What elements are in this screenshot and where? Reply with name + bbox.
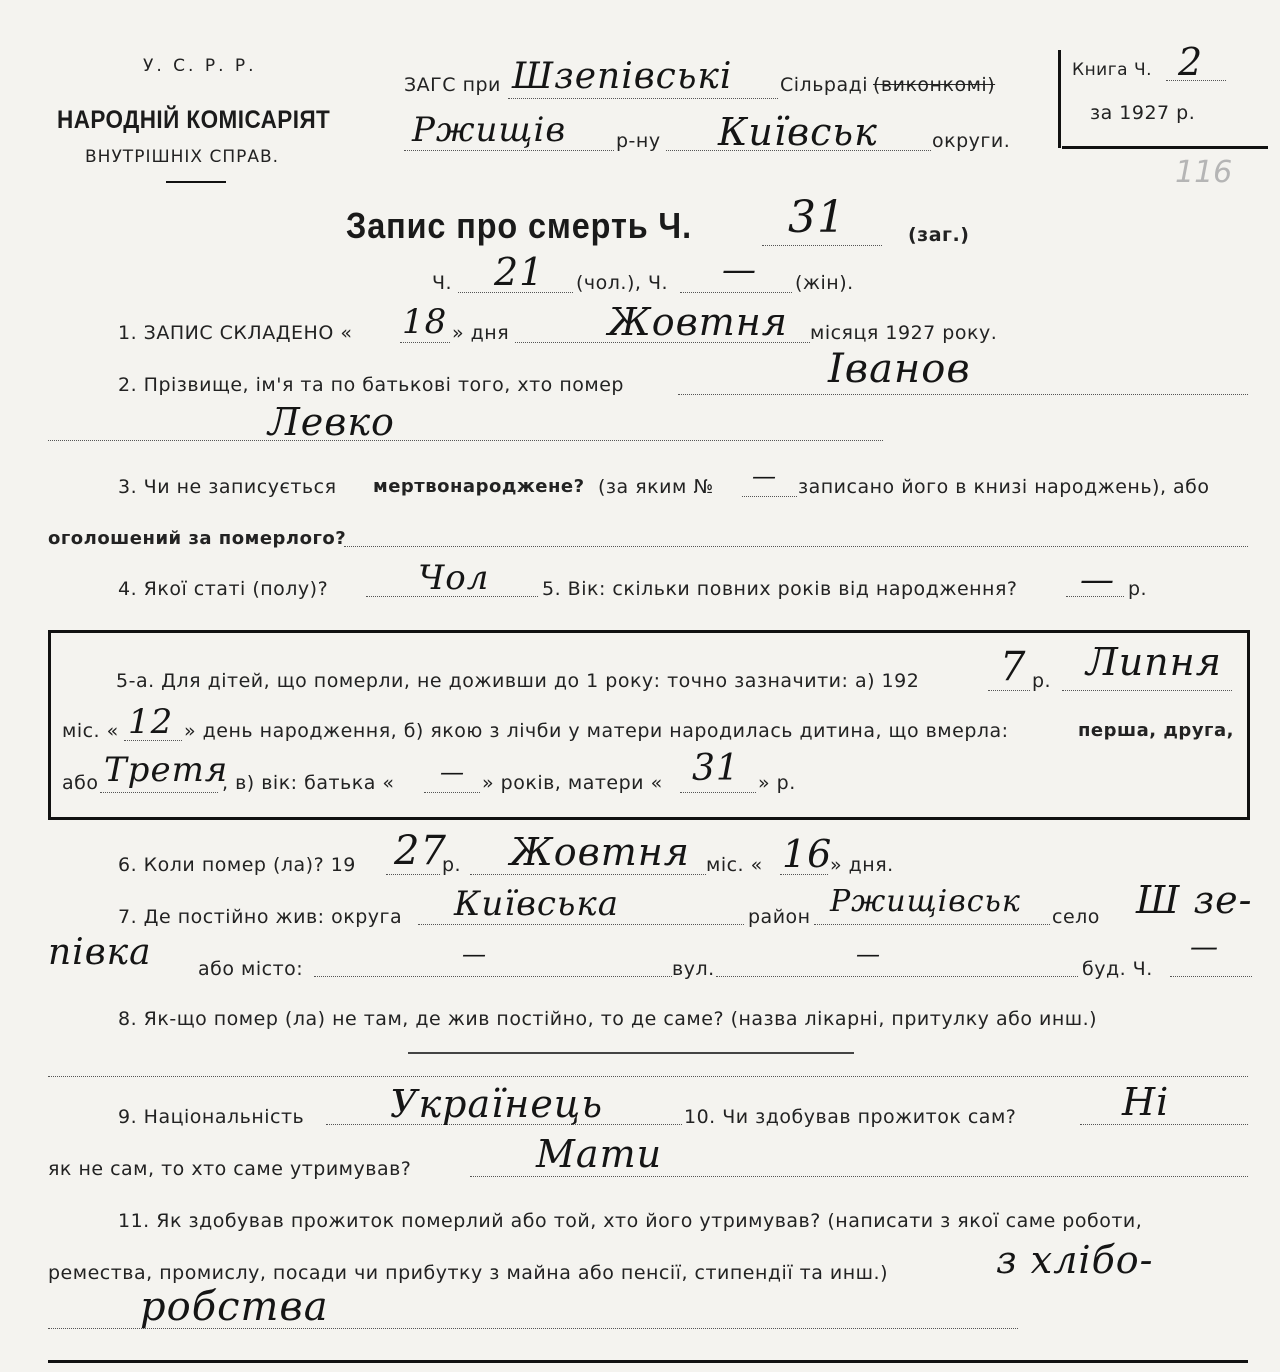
book-label: Книга Ч. bbox=[1072, 60, 1153, 80]
district-label: р-ну bbox=[616, 130, 661, 152]
item7-selo-hw2: півка bbox=[48, 932, 152, 973]
item5a-label: 5-а. Для дітей, що померли, не доживши до 1 року: точно зазначити: а) 192 bbox=[116, 670, 920, 692]
item5a-mother-line bbox=[680, 792, 756, 793]
male-label: (чол.), Ч. bbox=[576, 272, 669, 294]
zags-okrug-hw: Київськ bbox=[718, 110, 878, 154]
item5a-year-line bbox=[988, 690, 1030, 691]
item7-raion-line bbox=[814, 924, 1050, 925]
item7-bud-line bbox=[1170, 976, 1252, 977]
item5a-month-line bbox=[1062, 690, 1232, 691]
item3-mid: (за яким № bbox=[598, 476, 714, 498]
item3-end: записано його в книзі народжень), або bbox=[798, 476, 1210, 498]
item3-stillborn: мертвонароджене? bbox=[373, 476, 585, 497]
item8-hand-stroke bbox=[408, 1052, 854, 1054]
item5a-year-hw: 7 bbox=[1000, 644, 1027, 690]
item9-hw: Українець bbox=[390, 1082, 604, 1126]
item5a-options: перша, друга, bbox=[1078, 720, 1234, 741]
item6-month-hw: Жовтня bbox=[510, 830, 690, 874]
sub-ch-label: Ч. bbox=[432, 272, 453, 294]
item6-mis: міс. « bbox=[706, 854, 763, 876]
item5a-day-hw: 12 bbox=[128, 702, 174, 742]
item10-line2: як не сам, то хто саме утримував? bbox=[48, 1158, 412, 1180]
item7-vul-hw: — bbox=[856, 940, 881, 968]
item5a-order-line bbox=[100, 792, 218, 793]
pencil-note: 116 bbox=[1175, 155, 1233, 190]
item7-vul-line bbox=[716, 976, 1078, 977]
republic-label: У. С. Р. Р. bbox=[143, 56, 257, 76]
male-number-hw: 21 bbox=[494, 250, 545, 294]
item7-bud-hw: — bbox=[1190, 930, 1219, 963]
item5a-r: р. bbox=[1032, 670, 1052, 692]
item5a-day-label: » день народження, б) якою з лічби у матери народилась дитина, що вмерла: bbox=[184, 720, 1009, 742]
item7-label: 7. Де постійно жив: округа bbox=[118, 906, 403, 928]
item3-declared: оголошений за померлого? bbox=[48, 528, 347, 549]
bottom-rule bbox=[48, 1360, 1248, 1363]
item5a-end: » р. bbox=[758, 772, 796, 794]
item3-num-hw: — bbox=[752, 462, 777, 490]
item10-hw: Ні bbox=[1122, 1080, 1170, 1124]
record-title: Запис про смерть Ч. bbox=[346, 205, 693, 246]
item1-month-hw: Жовтня bbox=[608, 300, 788, 344]
item6-label: 6. Коли помер (ла)? 19 bbox=[118, 854, 356, 876]
commissariat-title: НАРОДНІЙ КОМІСАРІЯТ bbox=[57, 106, 331, 134]
zags-village-line bbox=[508, 98, 778, 99]
book-box-bottom bbox=[1062, 146, 1268, 149]
item6-year-hw: 27 bbox=[394, 828, 447, 874]
okrug-label: округи. bbox=[932, 130, 1011, 152]
item7-bud: буд. Ч. bbox=[1082, 958, 1153, 980]
item10-line2-dots bbox=[470, 1176, 1248, 1177]
item7-raion-hw: Ржищівськ bbox=[830, 884, 1021, 919]
item8-line bbox=[48, 1076, 1248, 1077]
item7-misto-hw: — bbox=[462, 940, 487, 968]
item2-name-hw: Левко bbox=[268, 400, 395, 444]
item5-label: 5. Вік: скільки повних років від народження? bbox=[542, 578, 1018, 600]
book-number-line bbox=[1166, 80, 1226, 81]
zags-prefix: ЗАГС при bbox=[404, 74, 501, 96]
item6-month-line bbox=[470, 874, 706, 875]
female-line bbox=[680, 292, 792, 293]
item1-day-line bbox=[400, 342, 450, 343]
title-number-hw: 31 bbox=[788, 192, 846, 243]
item6-r: р. bbox=[442, 854, 462, 876]
item2-line1 bbox=[678, 394, 1248, 395]
zags-district-line bbox=[404, 150, 614, 151]
item5a-mother-label: » років, матери « bbox=[482, 772, 663, 794]
item2-line2 bbox=[48, 440, 883, 441]
item11-label: 11. Як здобував прожиток померлий або той, хто його утримував? (написати з якої саме роботи, bbox=[118, 1210, 1143, 1232]
female-number-hw: — bbox=[722, 250, 757, 290]
item7-raion: район bbox=[748, 906, 811, 928]
item11-hw1: з хлібо- bbox=[996, 1238, 1154, 1282]
item7-misto: або місто: bbox=[198, 958, 304, 980]
item8-label: 8. Як-що помер (ла) не там, де жив постійно, то де саме? (назва лікарні, притулку або инш.) bbox=[118, 1008, 1098, 1030]
item11-line2: ремества, промислу, посади чи прибутку з майна або пенсії, стипендії та инш.) bbox=[48, 1262, 889, 1284]
item4-hw: Чол bbox=[418, 558, 490, 598]
item3-label: 3. Чи не записується bbox=[118, 476, 337, 498]
book-number-hw: 2 bbox=[1178, 40, 1204, 84]
book-year: за 1927 р. bbox=[1090, 102, 1196, 124]
executive-struck: (виконкомі) bbox=[873, 74, 996, 96]
item7-selo-hw1: Ш зе- bbox=[1136, 878, 1253, 922]
item5a-father-hw: — bbox=[440, 758, 465, 786]
item2-label: 2. Прізвище, ім'я та по батькові того, хто помер bbox=[118, 374, 624, 396]
item7-selo: село bbox=[1052, 906, 1100, 928]
item7-misto-line bbox=[314, 976, 672, 977]
book-box-left bbox=[1058, 50, 1061, 148]
council-label: Сільраді bbox=[780, 74, 869, 96]
item11-hw2: робства bbox=[140, 1284, 329, 1330]
item5a-month-hw: Липня bbox=[1086, 640, 1222, 684]
item3-num-line bbox=[742, 496, 797, 497]
item10-hw2: Мати bbox=[536, 1132, 663, 1176]
item7-okrug-hw: Київська bbox=[454, 884, 620, 924]
item1-label: 1. ЗАПИС СКЛАДЕНО « bbox=[118, 322, 353, 344]
title-zag: (заг.) bbox=[908, 224, 970, 246]
item2-surname-hw: Іванов bbox=[828, 346, 971, 392]
zags-district-hw: Ржищів bbox=[412, 110, 567, 150]
item9-label: 9. Національність bbox=[118, 1106, 305, 1128]
item5a-abo: або bbox=[62, 772, 99, 794]
item1-day-hw: 18 bbox=[402, 302, 448, 342]
zags-village-hw: Шзепівські bbox=[512, 56, 733, 97]
department-label: ВНУТРІШНІХ СПРАВ. bbox=[85, 147, 280, 167]
item10-line bbox=[1080, 1124, 1248, 1125]
item1-month-label: місяця 1927 року. bbox=[810, 322, 998, 344]
item3-declared-line bbox=[344, 546, 1248, 547]
title-number-line bbox=[762, 245, 882, 246]
item5a-mother-hw: 31 bbox=[692, 748, 740, 789]
item10-label: 10. Чи здобував прожиток сам? bbox=[684, 1106, 1017, 1128]
item1-day-label: » дня bbox=[452, 322, 510, 344]
item5a-father-line bbox=[424, 792, 480, 793]
item6-day-hw: 16 bbox=[782, 832, 833, 876]
item7-vul: вул. bbox=[672, 958, 715, 980]
item5a-age-label: , в) вік: батька « bbox=[222, 772, 395, 794]
item6-day-label: » дня. bbox=[830, 854, 894, 876]
female-label: (жін). bbox=[795, 272, 854, 294]
item7-okrug-line bbox=[418, 924, 744, 925]
item5a-order-hw: Третя bbox=[104, 750, 229, 790]
item5a-mis: міс. « bbox=[62, 720, 119, 742]
header-divider bbox=[166, 181, 226, 183]
item6-year-line bbox=[386, 874, 440, 875]
item5-hw: — bbox=[1080, 560, 1115, 600]
item5-unit: р. bbox=[1128, 578, 1148, 600]
item4-label: 4. Якої статі (полу)? bbox=[118, 578, 329, 600]
